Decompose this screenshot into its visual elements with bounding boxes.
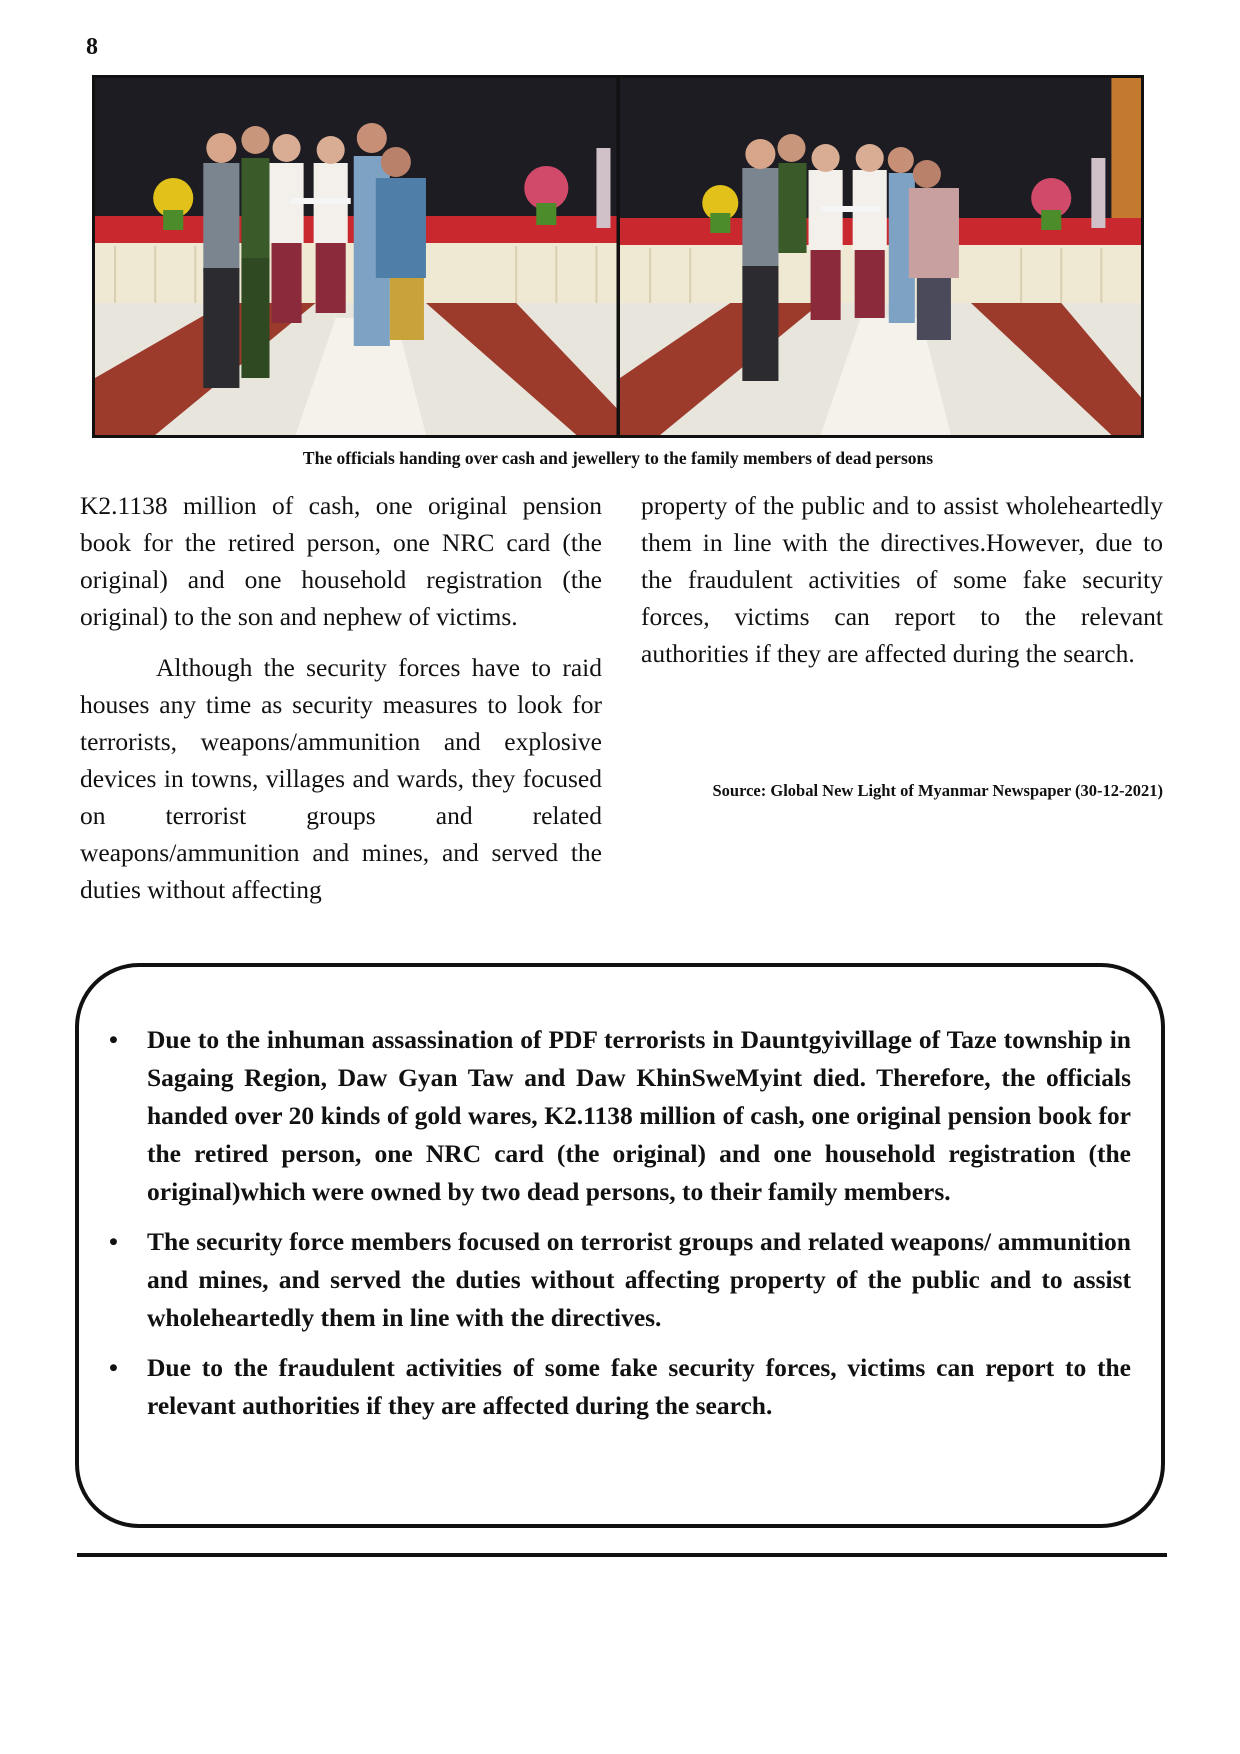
summary-box xyxy=(75,963,1165,1528)
summary-item xyxy=(109,1349,1131,1425)
bullet-icon: • xyxy=(109,1353,118,1382)
page-number: 8 xyxy=(86,34,98,60)
summary-item xyxy=(109,1021,1131,1211)
summary-item-text: The security force members focused on terrorist groups and related weapons/ ammunition and mines, and served the duties without affecting property of the public and to assist wholeheartedly them in line with the directives. xyxy=(147,1227,1131,1332)
photo-strip xyxy=(92,75,1144,438)
article-paragraph: Although the security forces have to raid houses any time as security measures to look for terrorists, weapons/ammunition and explosive devices in towns, villages and wards, they focused on terrorist groups and related weapons/ammunition and mines, and served the duties without affecting xyxy=(80,653,602,904)
ceremony-photo-right xyxy=(617,78,1142,435)
bullet-icon: • xyxy=(109,1227,118,1256)
article-paragraph: property of the public and to assist wholeheartedly them in line with the directives.However, due to the fraudulent activities of some fake security forces, victims can report to the relevant authorities if they are affected during the search. xyxy=(641,491,1163,668)
photo-caption: The officials handing over cash and jewellery to the family members of dead persons xyxy=(302,448,934,468)
source-citation: Source: Global New Light of Myanmar Newspaper (30-12-2021) xyxy=(712,781,1163,800)
summary-item-text: Due to the fraudulent activities of some fake security forces, victims can report to the relevant authorities if they are affected during the search. xyxy=(147,1353,1131,1420)
article-left-column xyxy=(80,487,602,908)
summary-item-text: Due to the inhuman assassination of PDF terrorists in Dauntgyivillage of Taze township in Sagaing Region, Daw Gyan Taw and Daw KhinSweMyint died. Therefore, the officials handed over 20 kinds of gold wares, K2.1138 million of cash, one original pension book for the retired person, one NRC card (the original) and one household registration (the original)which were owned by two dead persons, to their family members. xyxy=(147,1025,1131,1206)
summary-list xyxy=(79,967,1161,1425)
ceremony-photo-left xyxy=(95,78,617,435)
bullet-icon: • xyxy=(109,1025,118,1054)
article-right-column xyxy=(641,487,1163,672)
article-paragraph: K2.1138 million of cash, one original pension book for the retired person, one NRC card (the original) and one household registration (the original) to the son and nephew of victims. xyxy=(80,491,602,631)
summary-item xyxy=(109,1223,1131,1337)
bottom-rule xyxy=(77,1553,1167,1557)
